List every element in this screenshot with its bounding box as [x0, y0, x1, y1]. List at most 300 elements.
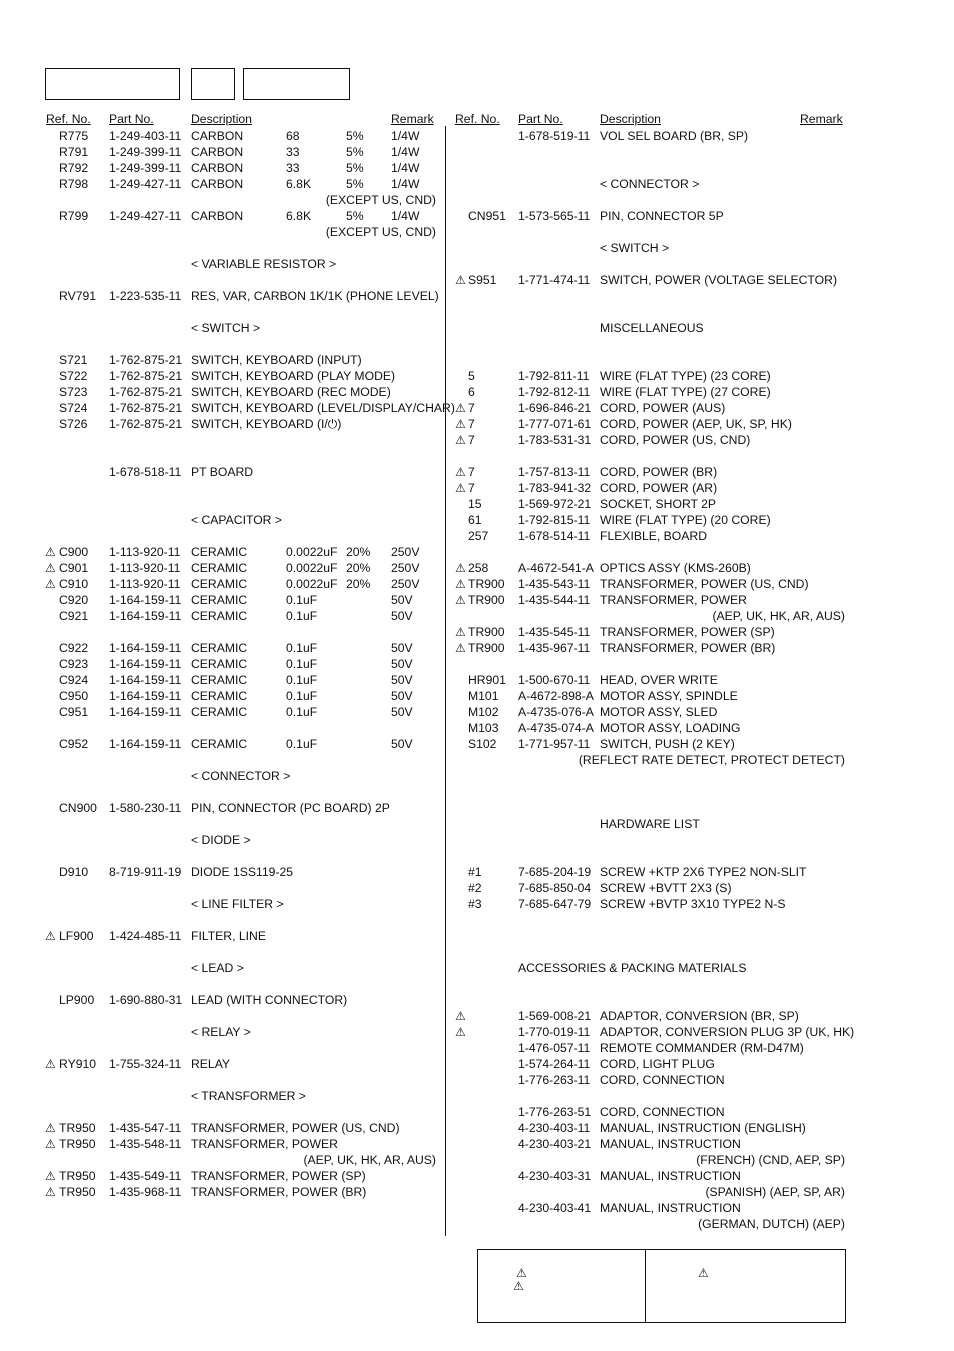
description: PT BOARD — [191, 465, 254, 479]
remark: 50V — [391, 641, 413, 655]
description: < DIODE > — [191, 833, 251, 847]
remark-note: (FRENCH) (CND, AEP, SP) — [696, 1153, 845, 1167]
description: CERAMIC — [191, 737, 248, 751]
row-gap — [0, 304, 954, 320]
ref-no: TR950 — [59, 1137, 96, 1151]
parts-row — [0, 672, 954, 688]
right-parts-column — [0, 110, 954, 1232]
part-no: 1-164-159-11 — [109, 641, 182, 655]
description: HEAD, OVER WRITE — [600, 673, 718, 687]
right-parts-list — [0, 128, 954, 1232]
description: CERAMIC — [191, 705, 248, 719]
part-no: 1-792-815-11 — [518, 513, 591, 527]
part-no: 1-770-019-11 — [518, 1025, 591, 1039]
value: 0.1uF — [286, 689, 318, 703]
part-no: 1-771-474-11 — [518, 273, 591, 287]
ref-no: C950 — [59, 689, 89, 703]
description: SCREW +BVTT 2X3 (S) — [600, 881, 732, 895]
description: VOL SEL BOARD (BR, SP) — [600, 129, 749, 143]
row-gap — [0, 288, 954, 304]
tolerance: 5% — [346, 209, 364, 223]
ref-no: C910 — [59, 577, 89, 591]
warning-icon: ⚠ — [455, 577, 466, 591]
row-gap — [0, 352, 954, 368]
ref-no: C921 — [59, 609, 89, 623]
value: 33 — [286, 145, 300, 159]
parts-row — [0, 896, 954, 912]
warning-icon: ⚠ — [45, 929, 56, 943]
parts-row — [0, 752, 954, 768]
ref-no: R791 — [59, 145, 89, 159]
parts-row — [0, 400, 954, 416]
value: 0.0022uF — [286, 561, 338, 575]
row-gap — [0, 848, 954, 864]
remark: 50V — [391, 593, 413, 607]
part-no: 7-685-647-79 — [518, 897, 592, 911]
value: 0.1uF — [286, 673, 318, 687]
row-gap — [0, 912, 954, 928]
part-no: 1-164-159-11 — [109, 609, 182, 623]
part-no: 7-685-204-19 — [518, 865, 592, 879]
safety-note-box — [477, 1249, 846, 1323]
description: MOTOR ASSY, SPINDLE — [600, 689, 738, 703]
tolerance: 20% — [346, 545, 371, 559]
warning-icon: ⚠ — [455, 433, 466, 447]
part-no: 4-230-403-31 — [518, 1169, 592, 1183]
ref-no: C901 — [59, 561, 89, 575]
remark: 50V — [391, 705, 413, 719]
description: CORD, CONNECTION — [600, 1073, 725, 1087]
remark: 50V — [391, 673, 413, 687]
description: CARBON — [191, 209, 244, 223]
row-gap — [0, 656, 954, 672]
ref-no: C952 — [59, 737, 89, 751]
part-no: 1-164-159-11 — [109, 657, 182, 671]
parts-row — [0, 864, 954, 880]
remark-note: (EXCEPT US, CND) — [325, 225, 436, 239]
row-gap — [0, 192, 954, 208]
warning-icon: ⚠ — [45, 545, 56, 559]
tolerance: 20% — [346, 561, 371, 575]
remark: 1/4W — [391, 161, 420, 175]
remark: 250V — [391, 561, 420, 575]
value: 0.1uF — [286, 641, 318, 655]
ref-no: 7 — [468, 481, 475, 495]
row-gap — [0, 224, 954, 240]
ref-no: TR950 — [59, 1169, 96, 1183]
parts-row — [0, 1008, 954, 1024]
part-no: 1-164-159-11 — [109, 689, 182, 703]
warning-icon: ⚠ — [45, 1057, 56, 1071]
ref-no: TR950 — [59, 1121, 96, 1135]
description: SWITCH, PUSH (2 KEY) — [600, 737, 735, 751]
description: TRANSFORMER, POWER (SP) — [191, 1169, 366, 1183]
description: TRANSFORMER, POWER — [600, 593, 747, 607]
description: < LINE FILTER > — [191, 897, 284, 911]
ref-no: C951 — [59, 705, 89, 719]
remark-note: (SPANISH) (AEP, SP, AR) — [705, 1185, 845, 1199]
part-no: 1-249-403-11 — [109, 129, 182, 143]
row-gap — [0, 928, 954, 944]
description: MANUAL, INSTRUCTION — [600, 1137, 741, 1151]
description: CORD, POWER (AR) — [600, 481, 718, 495]
value: 0.1uF — [286, 737, 318, 751]
part-no: 1-435-968-11 — [109, 1185, 182, 1199]
ref-no: R792 — [59, 161, 89, 175]
part-no: 1-762-875-21 — [109, 417, 183, 431]
description: MOTOR ASSY, LOADING — [600, 721, 741, 735]
parts-row — [0, 1136, 954, 1152]
parts-row — [0, 1056, 954, 1072]
warning-icon: ⚠ — [455, 1025, 466, 1039]
part-no: 1-435-548-11 — [109, 1137, 182, 1151]
ref-no: S726 — [59, 417, 88, 431]
header-box-1 — [45, 68, 180, 100]
ref-no: 7 — [468, 433, 475, 447]
description: < CONNECTOR > — [600, 177, 700, 191]
parts-row — [0, 704, 954, 720]
parts-row — [0, 528, 954, 544]
part-no: 1-678-518-11 — [109, 465, 182, 479]
row-gap — [0, 832, 954, 848]
part-no: 1-113-920-11 — [109, 545, 181, 559]
parts-row — [0, 560, 954, 576]
row-gap — [0, 544, 954, 560]
part-no: 1-755-324-11 — [109, 1057, 182, 1071]
value: 6.8K — [286, 209, 312, 223]
description: < LEAD > — [191, 961, 244, 975]
part-no: 1-762-875-21 — [109, 401, 183, 415]
ref-no: TR900 — [468, 577, 505, 591]
ref-no: S723 — [59, 385, 88, 399]
description: TRANSFORMER, POWER (US, CND) — [191, 1121, 400, 1135]
ref-no: S722 — [59, 369, 88, 383]
description: SWITCH, KEYBOARD (I/⏻) — [191, 417, 342, 431]
description: CARBON — [191, 161, 244, 175]
header-ref-no: Ref. No. — [455, 112, 500, 126]
ref-no: S721 — [59, 353, 88, 367]
description: CERAMIC — [191, 657, 248, 671]
part-no: 1-569-972-21 — [518, 497, 592, 511]
ref-no: 6 — [468, 385, 475, 399]
row-gap — [0, 256, 954, 272]
part-no: 1-113-920-11 — [109, 577, 181, 591]
parts-row — [0, 640, 954, 656]
ref-no: TR900 — [468, 641, 505, 655]
value: 68 — [286, 129, 300, 143]
ref-no: 7 — [468, 401, 475, 415]
part-no: ACCESSORIES & PACKING MATERIALS — [518, 961, 747, 975]
warning-icon: ⚠ — [513, 1279, 524, 1293]
description: CORD, POWER (US, CND) — [600, 433, 751, 447]
description: CARBON — [191, 145, 244, 159]
description: LEAD (WITH CONNECTOR) — [191, 993, 348, 1007]
value: 6.8K — [286, 177, 312, 191]
row-gap — [0, 1088, 954, 1104]
value: 0.1uF — [286, 593, 318, 607]
description: WIRE (FLAT TYPE) (27 CORE) — [600, 385, 771, 399]
ref-no: 257 — [468, 529, 489, 543]
header-remark: Remark — [391, 112, 434, 126]
row-gap — [0, 976, 954, 992]
description: SOCKET, SHORT 2P — [600, 497, 717, 511]
description: SWITCH, KEYBOARD (LEVEL/DISPLAY/CHAR) — [191, 401, 455, 415]
ref-no: S951 — [468, 273, 497, 287]
part-no: 1-776-263-11 — [518, 1073, 591, 1087]
remark: 250V — [391, 577, 420, 591]
ref-no: 7 — [468, 465, 475, 479]
parts-row — [0, 1168, 954, 1184]
remark: 1/4W — [391, 145, 420, 159]
value: 0.0022uF — [286, 545, 338, 559]
description: TRANSFORMER, POWER (BR) — [600, 641, 776, 655]
remark: 50V — [391, 609, 413, 623]
description: CORD, POWER (BR) — [600, 465, 718, 479]
header-part-no: Part No. — [109, 112, 154, 126]
part-no: 1-249-427-11 — [109, 209, 182, 223]
row-gap — [0, 768, 954, 784]
warning-icon: ⚠ — [45, 1169, 56, 1183]
description: TRANSFORMER, POWER — [191, 1137, 338, 1151]
description: TRANSFORMER, POWER (SP) — [600, 625, 775, 639]
part-no: 1-424-485-11 — [109, 929, 182, 943]
ref-no: S724 — [59, 401, 88, 415]
description: < RELAY > — [191, 1025, 251, 1039]
part-no: A-4672-898-A — [518, 689, 594, 703]
value: 0.1uF — [286, 657, 318, 671]
description: CERAMIC — [191, 593, 248, 607]
value: 0.0022uF — [286, 577, 338, 591]
description: MOTOR ASSY, SLED — [600, 705, 718, 719]
part-no: 1-249-399-11 — [109, 161, 182, 175]
ref-no: M102 — [468, 705, 499, 719]
header-box-2 — [191, 68, 235, 100]
ref-no: #3 — [468, 897, 482, 911]
description: CERAMIC — [191, 689, 248, 703]
row-gap — [0, 336, 954, 352]
part-no: A-4735-076-A — [518, 705, 594, 719]
parts-row — [0, 880, 954, 896]
parts-row — [0, 464, 954, 480]
description: PIN, CONNECTOR 5P — [600, 209, 724, 223]
part-no: 1-164-159-11 — [109, 737, 182, 751]
description: CERAMIC — [191, 545, 248, 559]
remark-note: (GERMAN, DUTCH) (AEP) — [698, 1217, 845, 1231]
row-gap — [0, 944, 954, 960]
part-no: 1-678-514-11 — [518, 529, 591, 543]
part-no: 1-762-875-21 — [109, 353, 183, 367]
part-no: 1-435-547-11 — [109, 1121, 182, 1135]
header-ref-no: Ref. No. — [46, 112, 91, 126]
part-no: 1-435-543-11 — [518, 577, 591, 591]
description: TRANSFORMER, POWER (BR) — [191, 1185, 367, 1199]
ref-no: 5 — [468, 369, 475, 383]
header-description: Description — [600, 112, 661, 126]
row-gap — [0, 992, 954, 1008]
part-no: 1-762-875-21 — [109, 369, 183, 383]
remark: 50V — [391, 657, 413, 671]
right-column-header — [0, 110, 954, 128]
part-no: 1-696-846-21 — [518, 401, 592, 415]
row-gap — [0, 784, 954, 800]
parts-row — [0, 960, 954, 976]
header-part-no: Part No. — [518, 112, 563, 126]
ref-no: R799 — [59, 209, 89, 223]
remark: 1/4W — [391, 209, 420, 223]
warning-icon: ⚠ — [45, 577, 56, 591]
ref-no: D910 — [59, 865, 89, 879]
parts-row — [0, 176, 954, 192]
part-no: 1-164-159-11 — [109, 593, 182, 607]
description: SWITCH, KEYBOARD (REC MODE) — [191, 385, 391, 399]
parts-row — [0, 576, 954, 592]
part-no: 1-164-159-11 — [109, 705, 182, 719]
description: CORD, CONNECTION — [600, 1105, 725, 1119]
part-no: 1-792-811-11 — [518, 369, 590, 383]
description: SCREW +KTP 2X6 TYPE2 NON-SLIT — [600, 865, 807, 879]
parts-row — [0, 384, 954, 400]
ref-no: RV791 — [59, 289, 97, 303]
part-no: 1-690-880-31 — [109, 993, 183, 1007]
ref-no: R798 — [59, 177, 89, 191]
description: CARBON — [191, 177, 244, 191]
part-no: 1-249-427-11 — [109, 177, 182, 191]
part-no: 1-435-549-11 — [109, 1169, 182, 1183]
tolerance: 5% — [346, 177, 364, 191]
description: < TRANSFORMER > — [191, 1089, 306, 1103]
part-no: 1-574-264-11 — [518, 1057, 591, 1071]
parts-row — [0, 1152, 954, 1168]
parts-row — [0, 368, 954, 384]
description: CORD, POWER (AUS) — [600, 401, 726, 415]
remark-note: (AEP, UK, HK, AR, AUS) — [712, 609, 845, 623]
parts-row — [0, 1040, 954, 1056]
ref-no: CN900 — [59, 801, 97, 815]
warning-icon: ⚠ — [45, 1121, 56, 1135]
row-gap — [0, 144, 954, 160]
parts-row — [0, 1072, 954, 1088]
description: CORD, POWER (AEP, UK, SP, HK) — [600, 417, 792, 431]
part-no: 1-757-813-11 — [518, 465, 591, 479]
part-no: 1-771-957-11 — [518, 737, 591, 751]
ref-no: 61 — [468, 513, 482, 527]
remark: 1/4W — [391, 177, 420, 191]
value: 0.1uF — [286, 609, 318, 623]
parts-row — [0, 512, 954, 528]
part-no: A-4672-541-A — [518, 561, 594, 575]
part-no: 1-435-544-11 — [518, 593, 591, 607]
remark-note: (AEP, UK, HK, AR, AUS) — [303, 1153, 436, 1167]
parts-row — [0, 592, 954, 608]
description: PIN, CONNECTOR (PC BOARD) 2P — [191, 801, 390, 815]
parts-row — [0, 1200, 954, 1216]
description: MANUAL, INSTRUCTION — [600, 1169, 741, 1183]
description: FLEXIBLE, BOARD — [600, 529, 708, 543]
description: < CONNECTOR > — [191, 769, 291, 783]
warning-icon: ⚠ — [455, 481, 466, 495]
warning-icon: ⚠ — [455, 273, 466, 287]
ref-no: C920 — [59, 593, 89, 607]
ref-no: RY910 — [59, 1057, 97, 1071]
remark: 250V — [391, 545, 420, 559]
value: 33 — [286, 161, 300, 175]
remark: 1/4W — [391, 129, 420, 143]
value: 0.1uF — [286, 705, 318, 719]
ref-no: TR950 — [59, 1185, 96, 1199]
parts-row — [0, 416, 954, 432]
part-no: 1-164-159-11 — [109, 673, 182, 687]
parts-row — [0, 1216, 954, 1232]
description: ADAPTOR, CONVERSION (BR, SP) — [600, 1009, 799, 1023]
ref-no: 258 — [468, 561, 489, 575]
ref-no: LF900 — [59, 929, 94, 943]
part-no: 1-113-920-11 — [109, 561, 181, 575]
part-no: 4-230-403-41 — [518, 1201, 592, 1215]
ref-no: HR901 — [468, 673, 506, 687]
part-no: 1-435-545-11 — [518, 625, 591, 639]
parts-row — [0, 688, 954, 704]
description: < CAPACITOR > — [191, 513, 282, 527]
description: CERAMIC — [191, 577, 248, 591]
ref-no: C900 — [59, 545, 89, 559]
warning-icon: ⚠ — [455, 417, 466, 431]
part-no: 1-783-941-32 — [518, 481, 592, 495]
description: HARDWARE LIST — [600, 817, 700, 831]
warning-icon: ⚠ — [698, 1266, 709, 1280]
part-no: 1-580-230-11 — [109, 801, 182, 815]
ref-no: LP900 — [59, 993, 95, 1007]
ref-no: R775 — [59, 129, 89, 143]
warning-icon: ⚠ — [45, 561, 56, 575]
parts-row — [0, 496, 954, 512]
part-no: 1-569-008-21 — [518, 1009, 592, 1023]
description: SWITCH, KEYBOARD (PLAY MODE) — [191, 369, 396, 383]
warning-icon: ⚠ — [455, 625, 466, 639]
parts-row — [0, 720, 954, 736]
description: WIRE (FLAT TYPE) (23 CORE) — [600, 369, 771, 383]
remark-note: (EXCEPT US, CND) — [325, 193, 436, 207]
part-no: 4-230-403-11 — [518, 1121, 591, 1135]
warning-icon: ⚠ — [455, 593, 466, 607]
parts-row — [0, 736, 954, 752]
description: TRANSFORMER, POWER (US, CND) — [600, 577, 809, 591]
parts-row — [0, 320, 954, 336]
remark: 50V — [391, 737, 413, 751]
description: MANUAL, INSTRUCTION (ENGLISH) — [600, 1121, 806, 1135]
description: MISCELLANEOUS — [600, 321, 704, 335]
row-gap — [0, 160, 954, 176]
description: SWITCH, POWER (VOLTAGE SELECTOR) — [600, 273, 837, 287]
parts-row — [0, 128, 954, 144]
description: CERAMIC — [191, 641, 248, 655]
part-no: 1-777-071-61 — [518, 417, 592, 431]
description: < SWITCH > — [600, 241, 670, 255]
description: CERAMIC — [191, 561, 248, 575]
header-remark: Remark — [800, 112, 843, 126]
description: REMOTE COMMANDER (RM-D47M) — [600, 1041, 804, 1055]
parts-row — [0, 1024, 954, 1040]
parts-row — [0, 1184, 954, 1200]
description: DIODE 1SS119-25 — [191, 865, 294, 879]
parts-row — [0, 1120, 954, 1136]
parts-row — [0, 480, 954, 496]
parts-row — [0, 272, 954, 288]
part-no: 1-500-670-11 — [518, 673, 591, 687]
part-no: 4-230-403-21 — [518, 1137, 592, 1151]
note-box-divider — [645, 1250, 646, 1322]
description: < SWITCH > — [191, 321, 261, 335]
description: RES, VAR, CARBON 1K/1K (PHONE LEVEL) — [191, 289, 439, 303]
